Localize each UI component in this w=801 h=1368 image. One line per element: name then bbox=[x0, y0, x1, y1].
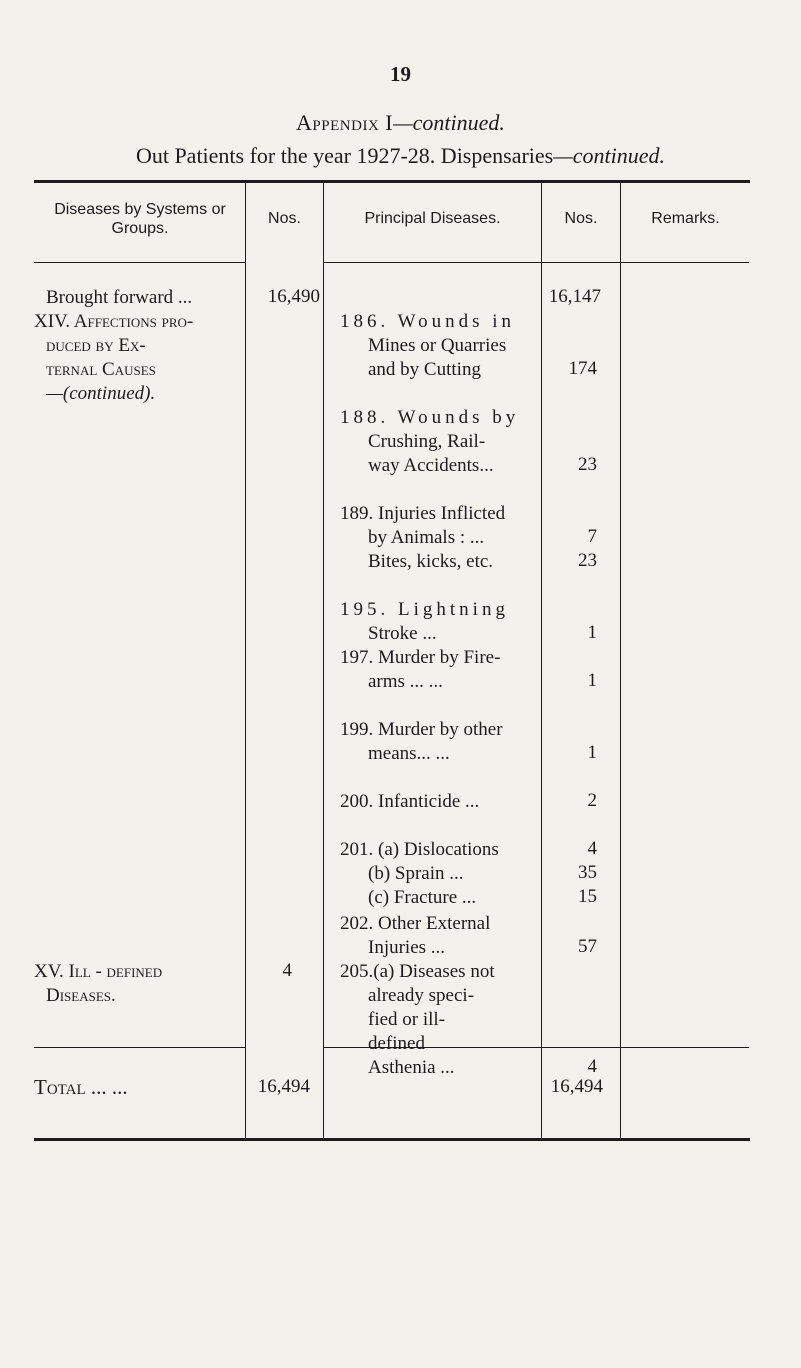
header-principal-diseases: Principal Diseases. bbox=[364, 210, 501, 227]
disease-201-nos-2: 35 bbox=[578, 862, 597, 883]
brought-forward-nos-1: 16,490 bbox=[267, 286, 320, 307]
group-xiv-line-3: ternal Causes bbox=[46, 359, 156, 380]
brought-forward-nos-2: 16,147 bbox=[548, 286, 601, 307]
disease-205-line-3: fied or ill- bbox=[368, 1009, 446, 1030]
column-divider-2 bbox=[323, 183, 324, 1138]
disease-188-line-2: Crushing, Rail- bbox=[368, 431, 486, 452]
disease-205-line-1: 205.(a) Diseases not bbox=[340, 961, 495, 982]
header-rule-2 bbox=[323, 262, 749, 263]
disease-205-line-2: already speci- bbox=[368, 985, 475, 1006]
subtitle-continued: —continued. bbox=[553, 143, 666, 168]
header-nos-2: Nos. bbox=[564, 210, 598, 227]
disease-189-nos-2: 23 bbox=[578, 550, 597, 571]
header-nos-1: Nos. bbox=[268, 210, 301, 227]
disease-201-nos-3: 15 bbox=[578, 886, 597, 907]
group-xiv-line-2: duced by Ex- bbox=[46, 335, 146, 356]
header-groups: Diseases by Systems or Groups. bbox=[54, 201, 226, 237]
disease-195-nos: 1 bbox=[587, 622, 597, 643]
disease-189-line-1: 189. Injuries Inflicted bbox=[340, 503, 506, 524]
total-label: Total ... ... bbox=[34, 1075, 128, 1099]
disease-201-line-2: (b) Sprain ... bbox=[368, 863, 464, 884]
total-nos-1: 16,494 bbox=[257, 1076, 310, 1097]
disease-186-line-1 bbox=[340, 310, 515, 333]
disease-202-nos: 57 bbox=[578, 936, 597, 957]
disease-199-line-1: 199. Murder by other bbox=[340, 719, 503, 740]
disease-188-nos: 23 bbox=[578, 454, 597, 475]
disease-205-nos: 4 bbox=[587, 1056, 597, 1077]
appendix-title bbox=[0, 110, 801, 136]
disease-188-line-3: way Accidents... bbox=[368, 455, 494, 476]
group-xv-line-2: Diseases. bbox=[46, 985, 116, 1006]
disease-201-line-1: 201. (a) Dislocations bbox=[340, 839, 499, 860]
disease-195-line-2: Stroke ... bbox=[368, 623, 437, 644]
brought-forward-label: Brought forward ... bbox=[46, 287, 193, 308]
header-rule-1 bbox=[34, 262, 245, 263]
disease-205-line-4: defined bbox=[368, 1033, 425, 1054]
disease-200-nos: 2 bbox=[587, 790, 597, 811]
disease-201-nos-1: 4 bbox=[587, 838, 597, 859]
disease-205-line-5: Asthenia ... bbox=[368, 1057, 455, 1078]
total-nos-2: 16,494 bbox=[550, 1076, 603, 1097]
disease-199-line-2: means... ... bbox=[368, 743, 450, 764]
top-rule bbox=[34, 180, 750, 183]
disease-189-line-2: by Animals : ... bbox=[368, 527, 485, 548]
page-number: 19 bbox=[390, 62, 411, 86]
group-xiv-line-1: XIV. Affections pro- bbox=[34, 311, 194, 332]
disease-186-line-3: and by Cutting bbox=[368, 359, 481, 380]
group-xiv-line-4: —(continued). bbox=[46, 383, 156, 404]
column-divider-1 bbox=[245, 183, 246, 1138]
disease-186-nos: 174 bbox=[568, 358, 597, 379]
disease-197-nos: 1 bbox=[587, 670, 597, 691]
disease-202-line-1: 202. Other External bbox=[340, 913, 491, 934]
disease-195-line-1 bbox=[340, 598, 509, 621]
disease-197-line-2: arms ... ... bbox=[368, 671, 443, 692]
disease-200-line-1: 200. Infanticide ... bbox=[340, 791, 480, 812]
group-xv-line-1: XV. Ill - defined bbox=[34, 961, 163, 982]
disease-202-line-2: Injuries ... bbox=[368, 937, 446, 958]
disease-195-text: 195. Lightning bbox=[340, 599, 509, 620]
table-subtitle bbox=[0, 143, 801, 169]
disease-197-line-1: 197. Murder by Fire- bbox=[340, 647, 501, 668]
appendix-label: Appendix I bbox=[296, 110, 394, 135]
disease-201-line-3: (c) Fracture ... bbox=[368, 887, 477, 908]
column-divider-3 bbox=[541, 183, 542, 1138]
disease-189-line-3: Bites, kicks, etc. bbox=[368, 551, 494, 572]
disease-199-nos: 1 bbox=[587, 742, 597, 763]
appendix-continued: —continued. bbox=[393, 110, 505, 135]
disease-188-line-1 bbox=[340, 406, 519, 429]
disease-189-nos-1: 7 bbox=[587, 526, 597, 547]
disease-186-line-2: Mines or Quarries bbox=[368, 335, 507, 356]
bottom-rule bbox=[34, 1138, 750, 1141]
column-divider-4 bbox=[620, 183, 621, 1138]
subtitle-text: Out Patients for the year 1927-28. Dispensaries bbox=[135, 143, 554, 168]
disease-188-text: 188. Wounds by bbox=[340, 407, 520, 428]
disease-186-text: 186. Wounds in bbox=[340, 311, 515, 332]
total-rule-1 bbox=[34, 1047, 245, 1048]
header-remarks: Remarks. bbox=[651, 210, 720, 227]
group-xv-nos: 4 bbox=[282, 960, 292, 981]
